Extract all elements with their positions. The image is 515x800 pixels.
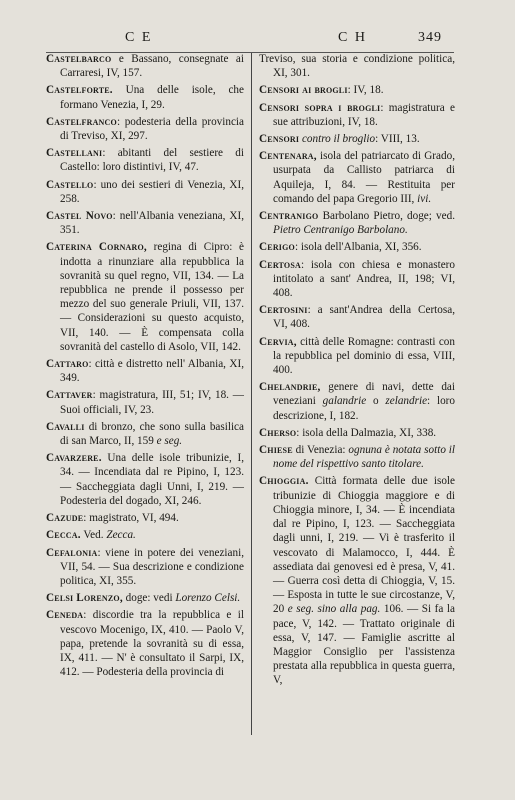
index-entry bbox=[46, 146, 244, 174]
entry-headword: Certosa bbox=[259, 258, 301, 271]
index-entry bbox=[46, 420, 244, 448]
entry-text: : isola della Dalmazia, XI, 338. bbox=[296, 426, 437, 439]
index-entry bbox=[259, 240, 455, 254]
entry-italic: contro il broglio bbox=[301, 133, 376, 146]
index-entry bbox=[259, 335, 455, 378]
index-entry bbox=[259, 209, 455, 237]
entry-headword: Cattaver bbox=[46, 389, 93, 402]
entry-headword: Caterina Cornaro, bbox=[46, 241, 147, 254]
index-entry bbox=[259, 149, 455, 206]
header-center: C H bbox=[338, 30, 367, 45]
entry-italic: galandrie bbox=[322, 395, 367, 408]
index-entry bbox=[259, 258, 455, 301]
entry-text: Una delle isole, che formano Venezia, I, 29. bbox=[60, 84, 244, 111]
index-entry bbox=[46, 240, 244, 354]
entry-text: di Venezia: bbox=[292, 444, 349, 457]
index-entry bbox=[259, 380, 455, 423]
entry-text: isola del patriarcato di Grado, usurpata da Callisto patriarca di Aquileja, I, 84. — Restituita per comando del papa Gregorio III, bbox=[273, 150, 455, 205]
right-column bbox=[259, 52, 455, 691]
entry-headword: Cherso bbox=[259, 426, 297, 439]
entry-italic: e seg. bbox=[156, 435, 183, 448]
left-column bbox=[46, 52, 244, 682]
entry-headword: Cefalonia bbox=[46, 546, 98, 559]
index-entry bbox=[46, 357, 244, 385]
entry-headword: Castel Novo bbox=[46, 210, 113, 223]
entry-headword: Cerigo bbox=[259, 241, 295, 254]
entry-headword: Castelbarco bbox=[46, 53, 112, 65]
entry-headword: Certosini bbox=[259, 304, 308, 317]
index-entry bbox=[259, 443, 455, 471]
entry-text: : nell'Albania veneziana, XI, 351. bbox=[60, 210, 245, 237]
entry-text: : VIII, 13. bbox=[375, 133, 420, 146]
index-entry bbox=[259, 83, 455, 97]
entry-text: : isola dell'Albania, XI, 356. bbox=[294, 241, 422, 254]
entry-headword: Chelandrie, bbox=[259, 381, 321, 394]
index-entry bbox=[46, 52, 244, 80]
index-entry bbox=[259, 426, 455, 440]
entry-headword: Castelfranco bbox=[46, 115, 117, 128]
entry-headword: Castello bbox=[46, 178, 94, 191]
entry-italic: ognuna è notata sotto il nome del rispettivo santo titolare. bbox=[273, 444, 456, 471]
entry-text: : discordie tra la repubblica e il vescovo Mocenigo, IX, 410. — Paolo V, papa, pretende la sovranità su di essa, IX, 411. — N' è consultato il Sarpi, IX, 412. — Podesteria della provincia di bbox=[60, 609, 244, 679]
index-entry bbox=[46, 591, 244, 605]
index-entry bbox=[46, 178, 244, 206]
index-entry bbox=[259, 303, 455, 331]
page-number: 349 bbox=[418, 30, 442, 45]
entry-italic: ivi. bbox=[417, 192, 432, 205]
entry-text: genere di navi, dette dai veneziani bbox=[273, 381, 455, 408]
entry-headword: Castellani bbox=[46, 147, 103, 160]
entry-text: città delle Romagne: contrasti con la repubblica pel dominio di essa, VIII, 400. bbox=[273, 335, 455, 377]
entry-text: : magistratura e sue attribuzioni, IV, 18. bbox=[273, 101, 455, 128]
entry-text: : IV, 18. bbox=[347, 84, 384, 97]
entry-text: : uno dei sestieri di Venezia, XI, 258. bbox=[60, 178, 244, 205]
entry-text: : podesteria della provincia di Treviso, XI, 297. bbox=[60, 115, 244, 143]
entry-text: : a sant'Andrea della Certosa, VI, 408. bbox=[273, 304, 455, 331]
column-divider bbox=[251, 53, 252, 735]
entry-headword: Cazude bbox=[46, 512, 84, 525]
entry-headword: Castelforte. bbox=[46, 84, 113, 97]
index-entry bbox=[259, 52, 455, 80]
entry-headword: Centenara, bbox=[259, 150, 317, 163]
entry-italic: Pietro Centranigo Barbolano. bbox=[273, 224, 408, 237]
entry-text: Ved. bbox=[80, 529, 107, 542]
entry-text: : città e distretto nell' Albania, XI, 349. bbox=[60, 358, 244, 385]
index-entry bbox=[259, 132, 455, 146]
entry-text: o bbox=[366, 395, 386, 408]
entry-headword: Chioggia. bbox=[259, 475, 309, 488]
entry-headword: Censori sopra i brogli bbox=[259, 101, 381, 114]
entry-text: : isola con chiesa e monastero intitolato a sant' Andrea, II, 198; VI, 408. bbox=[273, 258, 455, 300]
entry-text: Città formata delle due isole tribunizie di Chioggia maggiore e di Chioggia minore, I, 34. — È incendiata dal re Pipino, I, 123. — Saccheggiata dagli unni, I, 219. — Vi è trasferito il vescovato di Malamocco, I, 444. È assediata dai genovesi ed è presa, V, 41. — Guerra così detta di Chioggia, V, 15. — Esposta in tutte le sue circostanze, V, 20 bbox=[273, 475, 455, 616]
entry-headword: Cecca. bbox=[46, 529, 81, 542]
entry-text: : magistratura, III, 51; IV, 18. — Suoi officiali, IV, 23. bbox=[60, 389, 244, 416]
running-header bbox=[0, 30, 515, 52]
entry-text: : abitanti del sestiere di Castello: loro distintivi, IV, 47. bbox=[60, 147, 244, 174]
index-entry bbox=[46, 115, 244, 143]
entry-text: 106. — Si fa la pace, V, 142. — Trattato originale di essa, V, 147. — Famiglie ascritte al Maggior Consiglio per l'assistenza prestata alla repubblica in questa guerra, V, bbox=[273, 603, 455, 687]
entry-headword: Ceneda bbox=[46, 609, 84, 622]
entry-headword: Cavarzere. bbox=[46, 452, 102, 465]
entry-headword: Censori bbox=[259, 133, 300, 146]
index-entry bbox=[46, 451, 244, 508]
entry-text: doge: vedi bbox=[122, 592, 176, 605]
entry-text: : loro descrizione, I, 182. bbox=[273, 395, 455, 422]
index-entry bbox=[46, 209, 244, 237]
entry-headword: Chiese bbox=[259, 444, 293, 457]
entry-italic: zelandrie bbox=[385, 395, 428, 408]
index-entry bbox=[46, 608, 244, 679]
entry-italic: Zecca. bbox=[106, 529, 136, 542]
index-entry bbox=[259, 474, 455, 687]
entry-text: Treviso, sua storia e condizione politica, XI, 301. bbox=[259, 53, 455, 80]
entry-text: di bronzo, che sono sulla basilica di san Marco, II, 159 bbox=[60, 420, 244, 448]
entry-headword: Censori ai brogli bbox=[259, 84, 348, 97]
entry-headword: Celsi Lorenzo, bbox=[46, 592, 123, 605]
entry-text: e Bassano, consegnate ai Carraresi, IV, 157. bbox=[60, 53, 244, 80]
index-entry bbox=[46, 511, 244, 525]
entry-italic: e seg. sino alla pag. bbox=[287, 603, 381, 616]
entry-text: Barbolano Pietro, doge; ved. bbox=[318, 210, 455, 223]
index-entry bbox=[259, 101, 455, 129]
index-entry bbox=[46, 388, 244, 416]
entry-italic: Lorenzo Celsi. bbox=[175, 592, 241, 605]
entry-text: : viene in potere dei veneziani, VII, 54. — Sua descrizione e condizione politica, XI, 355. bbox=[60, 546, 244, 587]
index-entry bbox=[46, 83, 244, 111]
index-entry bbox=[46, 546, 244, 589]
header-left: C E bbox=[125, 30, 153, 45]
index-entry bbox=[46, 528, 244, 542]
entry-headword: Centranigo bbox=[259, 210, 319, 223]
entry-headword: Cervia, bbox=[259, 335, 297, 348]
entry-text: Una delle isole tribunizie, I, 34. — Incendiata dal re Pipino, I, 123. — Saccheggiata dagli Unni, I, 219. — Podesteria del dogado, XI, 246. bbox=[60, 452, 244, 507]
entry-text: : magistrato, VI, 494. bbox=[83, 512, 179, 525]
entry-headword: Cavalli bbox=[46, 420, 85, 433]
entry-text: regina di Cipro: è indotta a rinunziare alla repubblica la sovranità su quel regno, VII, 134. — La repubblica ne prende il possesso per mezzo del suo generale Priuli, VII, 137. — Considerazioni su questo acquisto, VII, 140. — È compensata colla sovranità del castello di Asolo, VII, 142. bbox=[60, 241, 244, 353]
entry-headword: Cattaro bbox=[46, 358, 89, 371]
